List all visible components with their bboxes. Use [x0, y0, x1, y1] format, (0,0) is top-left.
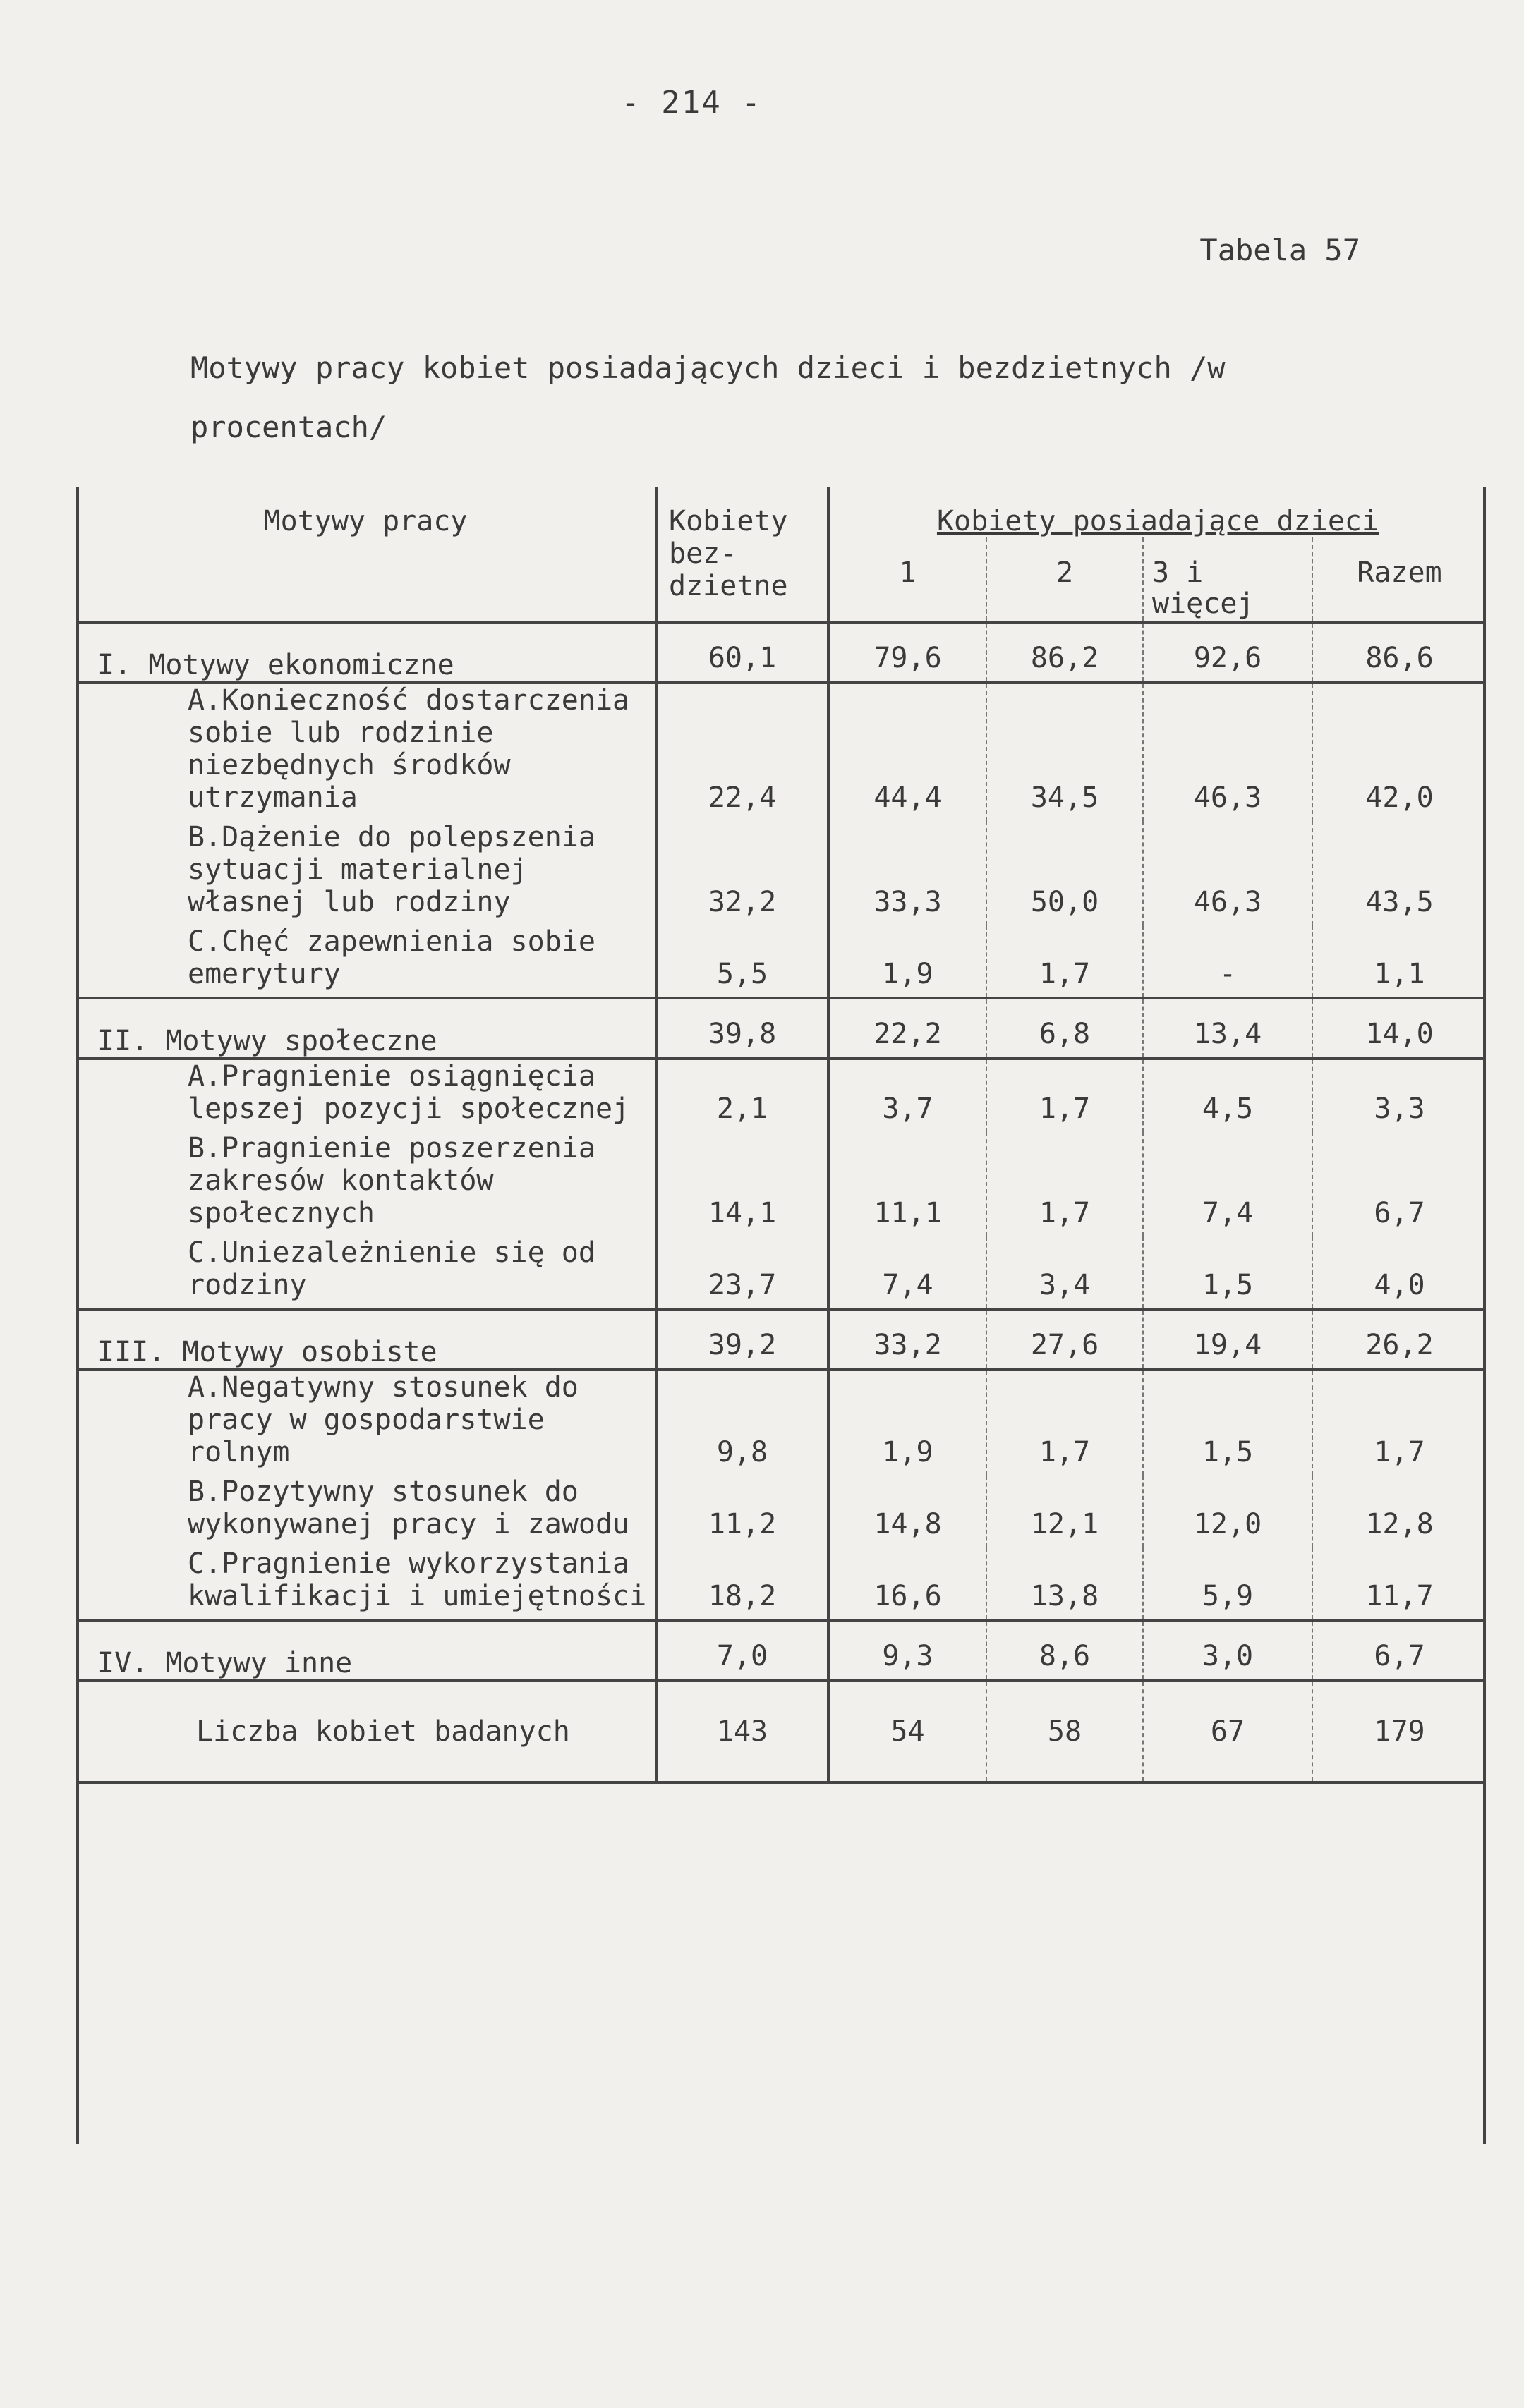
item-row: [76, 1476, 1486, 1547]
table-cell: 33,2: [828, 1310, 986, 1370]
table-cell: 2,1: [656, 1059, 828, 1132]
table-body: [76, 622, 1486, 1782]
section-row: [76, 999, 1486, 1059]
item-row: [76, 1059, 1486, 1132]
item-row: [76, 1236, 1486, 1310]
table-cell: 7,4: [1202, 1197, 1254, 1229]
table-cell: 86,2: [986, 622, 1143, 683]
table-cell: 4,5: [1202, 1093, 1254, 1125]
table-cell: 5,9: [1143, 1547, 1312, 1621]
section-row: [76, 1621, 1486, 1682]
table-cell: 32,2: [656, 821, 828, 925]
table-cell: 11,2: [656, 1476, 828, 1547]
table-cell: 22,2: [828, 999, 986, 1059]
section-label: I. Motywy ekonomiczne: [76, 622, 656, 683]
table-label: Tabela 57: [1199, 233, 1360, 267]
table-cell: 27,6: [986, 1310, 1143, 1370]
item-label: A.Pragnienie osiągnięcia lepszej pozycji społecznej: [188, 1060, 630, 1125]
table-cell: 86,6: [1312, 622, 1486, 683]
table-cell: 6,8: [986, 999, 1143, 1059]
table-cell: 1,9: [828, 925, 986, 999]
table-cell: 5,5: [656, 925, 828, 999]
count-row: [76, 1681, 1486, 1782]
table-cell: 39,2: [656, 1310, 828, 1370]
table-cell: 42,0: [1312, 683, 1486, 821]
table-cell: 50,0: [986, 821, 1143, 925]
table-cell: 39,8: [656, 999, 828, 1059]
table-cell: 1,7: [986, 1132, 1143, 1236]
table-cell: 6,7: [1312, 1621, 1486, 1682]
motives-table: [76, 487, 1486, 1784]
table-cell: 179: [1312, 1681, 1486, 1782]
table-cell: 12,1: [986, 1476, 1143, 1547]
table-cell: 46,3: [1193, 782, 1262, 814]
table-cell: 22,4: [656, 683, 828, 821]
table-cell: 26,2: [1312, 1310, 1486, 1370]
table-cell: 4,0: [1312, 1236, 1486, 1310]
header-two-children: 2: [986, 537, 1143, 622]
table-cell: 11,1: [873, 1197, 942, 1229]
table-cell: 67: [1143, 1681, 1312, 1782]
table-cell: 3,4: [986, 1236, 1143, 1310]
header-motives: Motywy pracy: [76, 487, 656, 622]
table-cell: 16,6: [828, 1547, 986, 1621]
header-one-child: 1: [828, 537, 986, 622]
table-cell: 12,0: [1193, 1508, 1262, 1540]
table-cell: 18,2: [656, 1547, 828, 1621]
item-label: A.Konieczność dostarczenia sobie lub rodzinie niezbędnych środków utrzymania: [188, 684, 630, 814]
item-label: C.Chęć zapewnienia sobie emerytury: [76, 925, 656, 999]
table-cell: 1,1: [1312, 925, 1486, 999]
table-cell: -: [1143, 925, 1312, 999]
table-cell: 1,7: [986, 925, 1143, 999]
section-row: [76, 622, 1486, 683]
table-cell: 8,6: [986, 1621, 1143, 1682]
table-cell: 1,7: [986, 1059, 1143, 1132]
table-cell: 1,9: [882, 1436, 933, 1468]
item-row: [76, 925, 1486, 999]
item-label: C.Uniezależnienie się od rodziny: [76, 1236, 656, 1310]
table-cell: 13,4: [1143, 999, 1312, 1059]
header-total: Razem: [1312, 537, 1486, 622]
table-caption: Motywy pracy kobiet posiadających dzieci i bezdzietnych /w procentach/: [190, 351, 1226, 444]
table-cell: 60,1: [656, 622, 828, 683]
item-label: B.Dążenie do polepszenia sytuacji materialnej własnej lub rodziny: [188, 821, 595, 918]
page-number: - 214 -: [621, 85, 762, 121]
table-cell: 19,4: [1143, 1310, 1312, 1370]
table-cell: 46,3: [1193, 886, 1262, 918]
item-label: B.Pozytywny stosunek do wykonywanej pracy i zawodu: [188, 1476, 630, 1540]
table-cell: 3,7: [882, 1093, 933, 1125]
item-row: [76, 1370, 1486, 1476]
item-row: [76, 683, 1486, 821]
table-cell: 1,7: [986, 1370, 1143, 1476]
table-cell: 43,5: [1312, 821, 1486, 925]
section-label: III. Motywy osobiste: [76, 1310, 656, 1370]
table-cell: 11,7: [1312, 1547, 1486, 1621]
table-cell: 12,8: [1312, 1476, 1486, 1547]
table-cell: 14,8: [873, 1508, 942, 1540]
table-cell: 14,0: [1312, 999, 1486, 1059]
table-cell: 33,3: [873, 886, 942, 918]
item-row: [76, 1547, 1486, 1621]
table-cell: 7,4: [828, 1236, 986, 1310]
table-cell: 44,4: [873, 782, 942, 814]
table-cell: 23,7: [656, 1236, 828, 1310]
header-with-children: Kobiety posiadające dzieci: [936, 505, 1379, 537]
table-cell: 1,7: [1312, 1370, 1486, 1476]
count-label: Liczba kobiet badanych: [76, 1681, 656, 1782]
table-cell: 9,8: [656, 1370, 828, 1476]
table-cell: 92,6: [1143, 622, 1312, 683]
table-cell: 143: [656, 1681, 828, 1782]
item-label: C.Pragnienie wykorzystania kwalifikacji i umiejętności: [76, 1547, 656, 1621]
header-three-plus: 3 i więcej: [1143, 537, 1312, 622]
item-label: B.Pragnienie poszerzenia zakresów kontaktów społecznych: [188, 1132, 595, 1229]
header-childless: Kobiety bez-dzietne: [656, 487, 828, 622]
table-cell: 58: [986, 1681, 1143, 1782]
item-row: [76, 1132, 1486, 1236]
table-cell: 34,5: [986, 683, 1143, 821]
table-cell: 3,0: [1143, 1621, 1312, 1682]
table-cell: 14,1: [656, 1132, 828, 1236]
section-row: [76, 1310, 1486, 1370]
table-cell: 54: [828, 1681, 986, 1782]
table-cell: 9,3: [828, 1621, 986, 1682]
table-cell: 13,8: [986, 1547, 1143, 1621]
table-cell: 7,0: [656, 1621, 828, 1682]
table-cell: 1,5: [1202, 1436, 1254, 1468]
section-label: II. Motywy społeczne: [76, 999, 656, 1059]
table-cell: 79,6: [828, 622, 986, 683]
section-label: IV. Motywy inne: [76, 1621, 656, 1682]
item-row: [76, 821, 1486, 925]
table-cell: 6,7: [1312, 1132, 1486, 1236]
table-cell: 1,5: [1143, 1236, 1312, 1310]
table-cell: 3,3: [1312, 1059, 1486, 1132]
item-label: A.Negatywny stosunek do pracy w gospodarstwie rolnym: [188, 1371, 579, 1468]
